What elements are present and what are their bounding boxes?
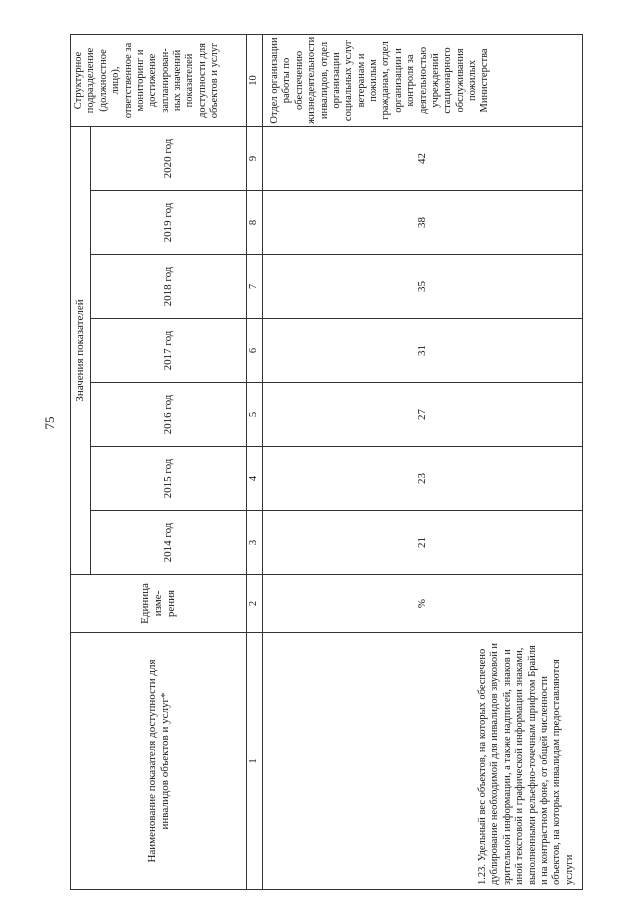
value-cell: 31: [263, 319, 583, 383]
value-cell: 27: [263, 383, 583, 447]
page-number: 75: [42, 416, 57, 430]
value-cell: 21: [263, 511, 583, 575]
value-cell: 42: [263, 126, 583, 190]
header-responsible: Структурное подразделение (должностное лицо), ответственное за мониторинг и достижение запланирован- ных значений показателей доступности для объектов и услуг: [71, 34, 247, 126]
header-year: 2014 год: [91, 511, 247, 575]
value-cell: 38: [263, 191, 583, 255]
header-year: 2017 год: [91, 319, 247, 383]
indicator-table: [70, 34, 583, 890]
column-number: 6: [247, 319, 263, 383]
header-year: 2016 год: [91, 383, 247, 447]
column-number: 1: [247, 633, 263, 890]
column-number: 8: [247, 191, 263, 255]
header-year: 2015 год: [91, 447, 247, 511]
column-number: 7: [247, 255, 263, 319]
header-indicator-name: Наименование показателя доступности для инвалидов объектов и услуг*: [71, 633, 247, 890]
table-row: [263, 34, 583, 889]
header-unit: Единица изме- рения: [71, 575, 247, 633]
column-number: 3: [247, 511, 263, 575]
column-number: 4: [247, 447, 263, 511]
responsible-cell: Отдел организации работы по обеспечению жизнедеятельности инвалидов, отдел организации социальных услуг ветеранам и пожилым гражданам, отдел организации и контроля за деятельностью учреждений стационарного обслуживания пожилых Министерства: [263, 34, 583, 126]
column-number-row: [247, 34, 263, 889]
header-year: 2018 год: [91, 255, 247, 319]
header-year: 2019 год: [91, 191, 247, 255]
header-values-group: Значения показателей: [71, 126, 91, 574]
rotated-table-container: [70, 35, 583, 890]
column-number: 9: [247, 126, 263, 190]
column-number: 5: [247, 383, 263, 447]
indicator-name-cell: 1.23. Удельный вес объектов, на которых обеспечено дублирование необходимой для инвалидов звуковой и зрительной информации, а также надписей, знаков и иной текстовой и графической информации знаками, выполненными рельефно-точечным шрифтом Брайля и на контрастном фоне, от общей численности объектов, на которых инвалидам предоставляются услуги: [263, 633, 583, 890]
column-number: 10: [247, 34, 263, 126]
column-number: 2: [247, 575, 263, 633]
header-row-group: [71, 34, 91, 889]
unit-cell: %: [263, 575, 583, 633]
value-cell: 35: [263, 255, 583, 319]
header-year: 2020 год: [91, 126, 247, 190]
value-cell: 23: [263, 447, 583, 511]
